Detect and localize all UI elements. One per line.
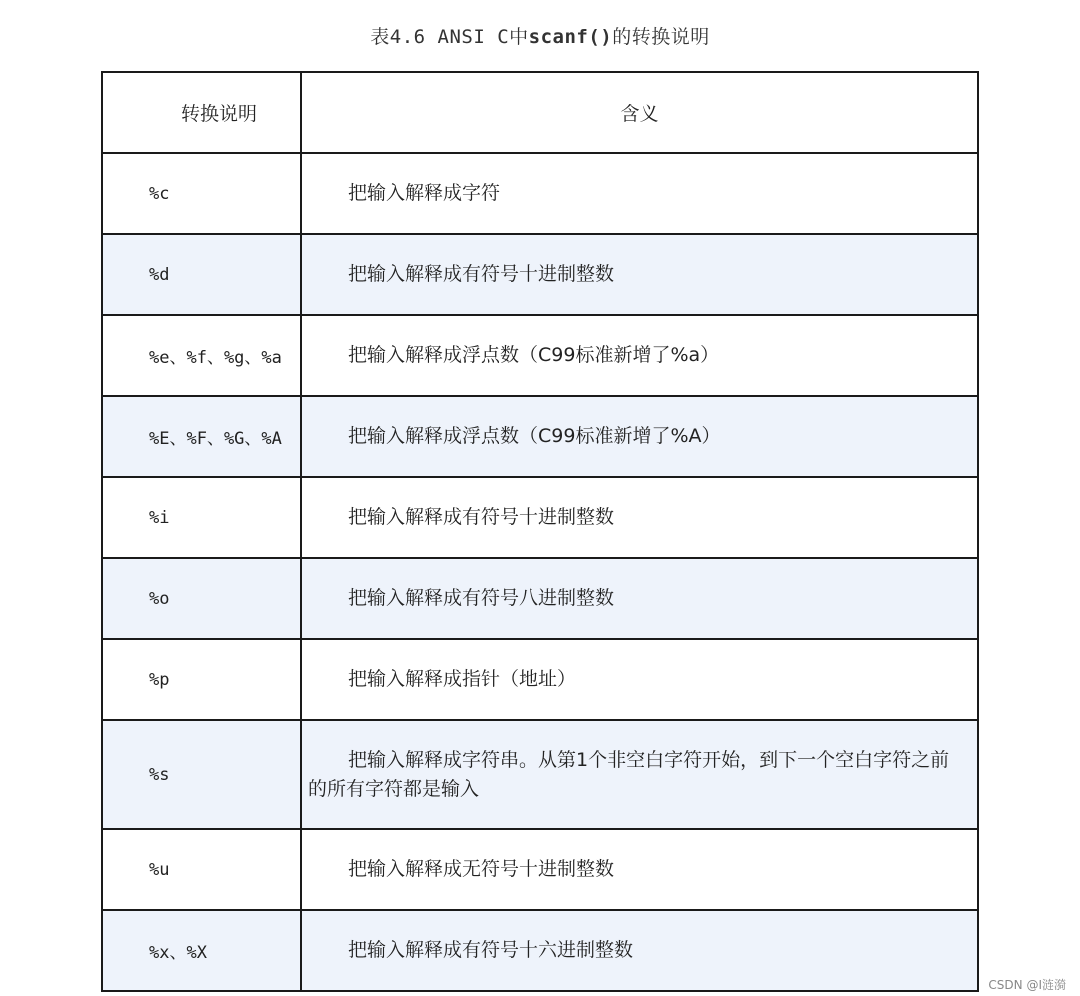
- table-row: [102, 829, 978, 910]
- table-row: [102, 558, 978, 639]
- conversion-table: [101, 71, 979, 992]
- conversion-cell: %x、%X: [102, 910, 301, 991]
- conversion-cell: %e、%f、%g、%a: [102, 315, 301, 396]
- meaning-cell: 把输入解释成有符号八进制整数: [301, 558, 978, 639]
- table-row: [102, 153, 978, 234]
- conversion-cell: %E、%F、%G、%A: [102, 396, 301, 477]
- meaning-cell: 把输入解释成有符号十六进制整数: [301, 910, 978, 991]
- meaning-cell: 把输入解释成指针（地址）: [301, 639, 978, 720]
- header-conversion: 转换说明: [102, 72, 301, 153]
- table-row: [102, 234, 978, 315]
- meaning-cell: 把输入解释成字符: [301, 153, 978, 234]
- table-row: [102, 639, 978, 720]
- meaning-cell: 把输入解释成有符号十进制整数: [301, 234, 978, 315]
- table-row: [102, 315, 978, 396]
- table-row: [102, 396, 978, 477]
- conversion-cell: %o: [102, 558, 301, 639]
- meaning-cell: 把输入解释成有符号十进制整数: [301, 477, 978, 558]
- table-row: [102, 477, 978, 558]
- caption-prefix: 表4.6 ANSI C中: [370, 26, 529, 48]
- header-meaning: 含义: [301, 72, 978, 153]
- watermark: CSDN @I涟漪: [988, 978, 1066, 992]
- conversion-cell: %i: [102, 477, 301, 558]
- table-caption: [0, 22, 1080, 49]
- table-row: [102, 720, 978, 829]
- meaning-cell: 把输入解释成字符串。从第1个非空白字符开始，到下一个空白字符之前的所有字符都是输入: [301, 720, 978, 829]
- caption-function: scanf(): [528, 26, 613, 48]
- conversion-cell: %p: [102, 639, 301, 720]
- table-header-row: [102, 72, 978, 153]
- meaning-cell: 把输入解释成无符号十进制整数: [301, 829, 978, 910]
- meaning-cell: 把输入解释成浮点数（C99标准新增了%a）: [301, 315, 978, 396]
- conversion-cell: %u: [102, 829, 301, 910]
- conversion-cell: %d: [102, 234, 301, 315]
- table-row: [102, 910, 978, 991]
- conversion-cell: %c: [102, 153, 301, 234]
- meaning-cell: 把输入解释成浮点数（C99标准新增了%A）: [301, 396, 978, 477]
- conversion-cell: %s: [102, 720, 301, 829]
- caption-suffix: 的转换说明: [612, 26, 710, 48]
